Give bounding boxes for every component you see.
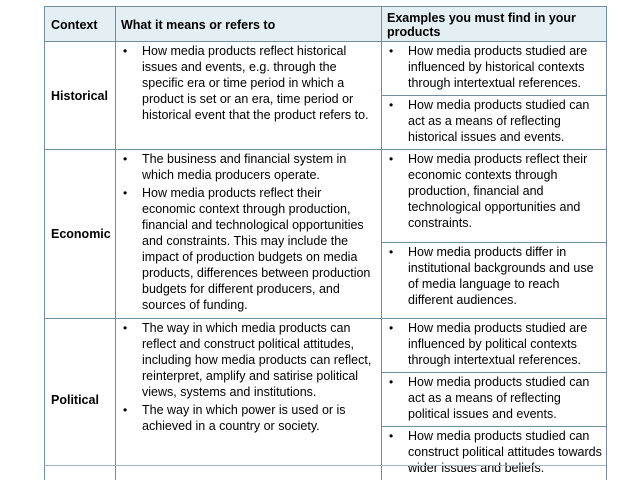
bullet-icon: •: [123, 151, 127, 167]
meaning-cell: [116, 42, 382, 150]
list-item: • How media products studied can act as a means of reflecting historical issues and events.: [386, 97, 602, 145]
table-header-row: [45, 7, 607, 42]
bullet-icon: •: [389, 374, 393, 390]
header-meaning: What it means or refers to: [116, 7, 382, 42]
context-label-political: Political: [45, 319, 116, 480]
list-item: • How media products studied are influenced by political contexts through intertextual references.: [386, 320, 602, 368]
example-cell: [382, 319, 607, 373]
table-row: [45, 42, 607, 96]
list-item: • The way in which media products can reflect and construct political attitudes, including how media products can reflect, reinterpret, amplify and satirise political views, systems and institutions.: [120, 320, 377, 400]
context-table: [44, 6, 607, 480]
example-cell: [382, 150, 607, 243]
bullet-icon: •: [123, 320, 127, 336]
bullet-icon: •: [389, 151, 393, 167]
list-item: • How media products reflect their economic contexts through production, financial and technological opportunities and constraints.: [386, 151, 602, 231]
table-row: [45, 150, 607, 243]
meaning-cell: [116, 150, 382, 319]
bullet-icon: •: [123, 185, 127, 201]
bullet-icon: •: [389, 428, 393, 444]
bullet-icon: •: [123, 402, 127, 418]
meaning-cell: [116, 319, 382, 480]
list-item: • How media products studied can construct political attitudes towards wider issues and beliefs.: [386, 428, 602, 476]
example-cell: [382, 42, 607, 96]
header-context: Context: [45, 7, 116, 42]
list-item: • How media products reflect their economic context through production, financial and technological opportunities and constraints. This may include the impact of production budgets on media products, differences between production budgets for different producers, and sources of funding.: [120, 185, 377, 313]
example-cell: [382, 96, 607, 150]
bullet-icon: •: [123, 43, 127, 59]
list-item: • The business and financial system in which media producers operate.: [120, 151, 377, 183]
bullet-icon: •: [389, 43, 393, 59]
header-examples: Examples you must find in your products: [382, 7, 607, 42]
table-row: [45, 319, 607, 373]
example-cell: [382, 427, 607, 480]
bullet-icon: •: [389, 97, 393, 113]
list-item: • How media products differ in institutional backgrounds and use of media language to reach different audiences.: [386, 244, 602, 308]
context-label-historical: Historical: [45, 42, 116, 150]
list-item: • How media products reflect historical issues and events, e.g. through the specific era or time period in which a product is set or an era, time period or historical event that the product refers to.: [120, 43, 377, 123]
bullet-icon: •: [389, 244, 393, 260]
list-item: • How media products studied can act as a means of reflecting political issues and events.: [386, 374, 602, 422]
list-item: • How media products studied are influenced by historical contexts through intertextual references.: [386, 43, 602, 91]
example-cell: [382, 373, 607, 427]
bullet-icon: •: [389, 320, 393, 336]
table-bottom-divider: [44, 465, 606, 466]
list-item: • The way in which power is used or is achieved in a country or society.: [120, 402, 377, 434]
context-label-economic: Economic: [45, 150, 116, 319]
example-cell: [382, 243, 607, 319]
